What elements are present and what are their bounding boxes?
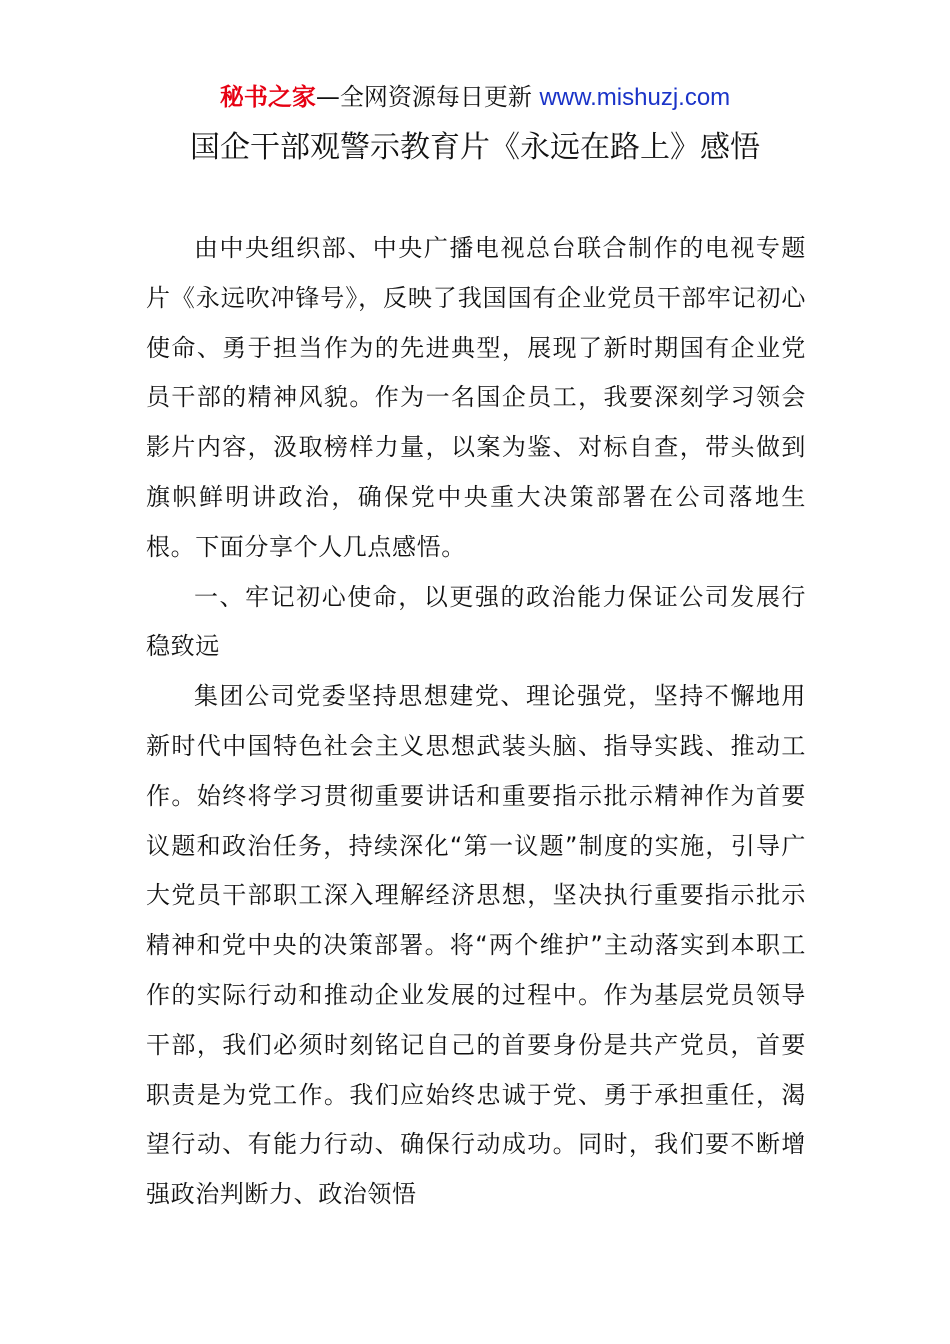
- paragraph-intro: 由中央组织部、中央广播电视总台联合制作的电视专题片《永远吹冲锋号》，反映了我国国有企业党员干部牢记初心使命、勇于担当作为的先进典型，展现了新时期国有企业党员干部的精神风貌。作为一名国企员工，我要深刻学习领会影片内容，汲取榜样力量，以案为鉴、对标自查，带头做到旗帜鲜明讲政治，确保党中央重大决策部署在公司落地生根。下面分享个人几点感悟。: [146, 234, 806, 561]
- document-title: 国企干部观警示教育片《永远在路上》感悟: [190, 130, 760, 165]
- paragraph-section-1: 集团公司党委坚持思想建党、理论强党，坚持不懈地用新时代中国特色社会主义思想武装头脑、指导实践、推动工作。始终将学习贯彻重要讲话和重要指示批示精神作为首要议题和政治任务，持续深化“第一议题”制度的实施，引导广大党员干部职工深入理解经济思想，坚决执行重要指示批示精神和党中央的决策部署。将“两个维护”主动落实到本职工作的实际行动和推动企业发展的过程中。作为基层党员领导干部，我们必须时刻铭记自己的首要身份是共产党员，首要职责是为党工作。我们应始终忠诚于党、勇于承担重任，渴望行动、有能力行动、确保行动成功。同时，我们要不断增强政治判断力、政治领悟: [146, 682, 806, 1209]
- document-body: [146, 224, 806, 1220]
- site-url-link[interactable]: www.mishuzj.com: [539, 84, 731, 111]
- section-heading-1: 一、牢记初心使命，以更强的政治能力保证公司发展行稳致远: [146, 582, 806, 661]
- site-header: [0, 80, 950, 115]
- header-tagline: —全网资源每日更新: [315, 83, 532, 111]
- brand-name: 秘书之家: [219, 83, 316, 111]
